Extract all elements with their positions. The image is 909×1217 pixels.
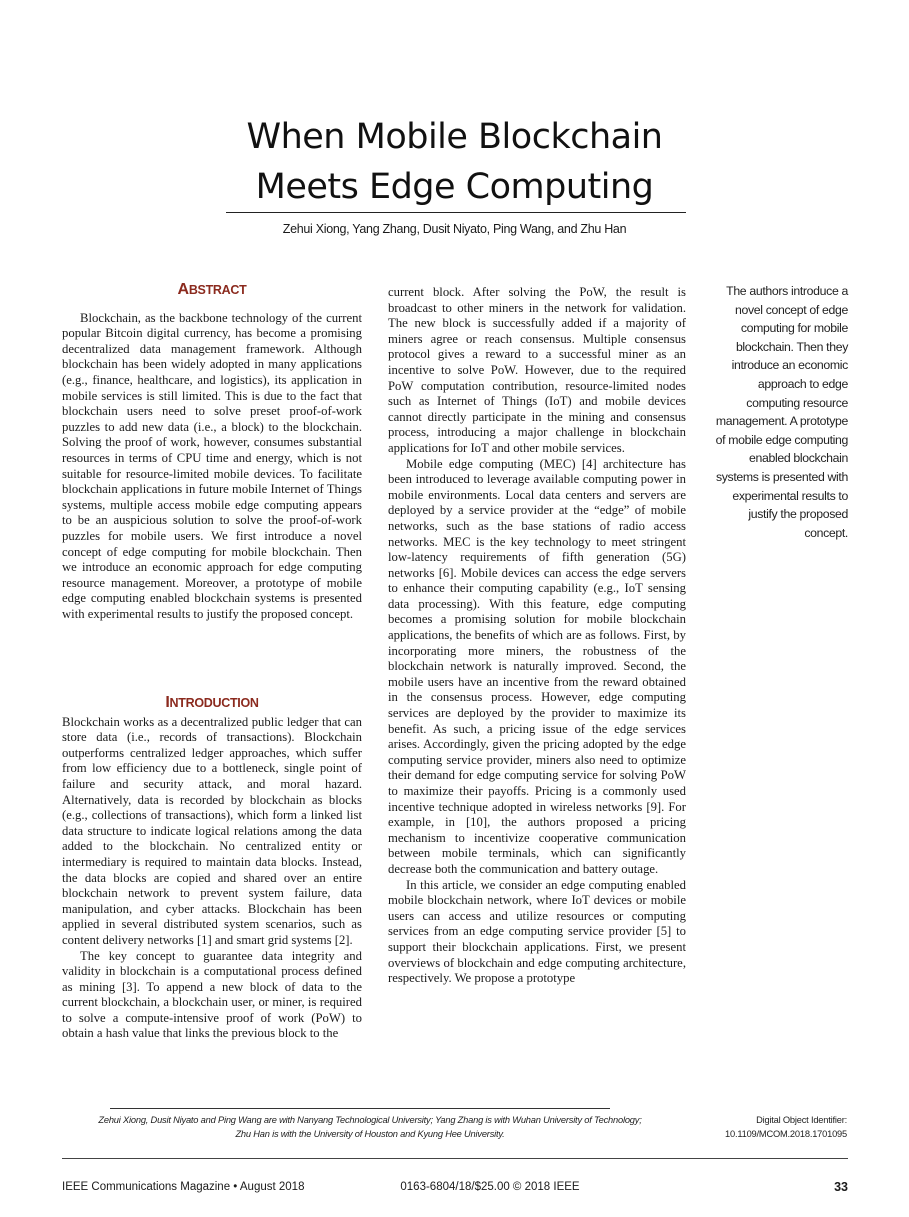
sidebar-pull-quote: The authors introduce a novel concept of edge computing for mobile blockchain. Then they introduce an economic approach to edge computing resource management. A prototype of mobile edge computing enabled blockchain systems is presented with experimental results to justify the proposed concept.	[715, 284, 848, 540]
title-line-1: When Mobile Blockchain	[246, 117, 663, 157]
title-line-2: Meets Edge Computing	[255, 167, 654, 207]
doi-block	[700, 1113, 847, 1141]
intro-paragraph-1: Blockchain works as a decentralized public ledger that can store data (i.e., records of transactions). Blockchain outperforms centralized ledger approaches, which suffer from low efficiency due to a bottleneck, single point of failure and security attack, and moral hazard. Alternatively, data is recorded by blockchain as blocks (e.g., collections of transactions), which form a linked list data structure to indicate logical relations among the data added to the blockchain. No centralized entity or intermediary is required to maintain data blocks. Instead, the data blocks are copied and shared over an entire blockchain network to prevent system failure, data manipulation, and cyber attacks. Blockchain has been applied in several distributed system scenarios, such as content delivery networks [1] and smart grid systems [2].	[62, 714, 362, 947]
introduction-section	[62, 695, 362, 1042]
title-rule	[226, 212, 686, 213]
article-title	[150, 112, 759, 212]
introduction-heading: INTRODUCTION	[165, 694, 259, 711]
abstract-heading: ABSTRACT	[177, 281, 247, 298]
abstract-section	[62, 282, 362, 622]
abstract-text: Blockchain, as the backbone technology of the current popular Bitcoin digital currency, has become a promising decentralized data management framework. Although blockchain has been widely adopted in many applications (e.g., finance, healthcare, and logistics), its application in mobile services is still limited. This is due to the fact that blockchain users need to solve preset proof-of-work puzzles to add new data (i.e., a block) to the blockchain. Solving the proof of work, however, consumes substantial resources in terms of CPU time and energy, which is not suitable for resource-limited mobile devices. To facilitate blockchain applications in future mobile Internet of Things systems, multiple access mobile edge computing appears to be an auspicious solution to solve the proof-of-work puzzles for mobile users. We first introduce a novel concept of edge computing for mobile blockchain. Then we introduce an economic approach for edge computing resource management. Moreover, a prototype of mobile edge computing enabled blockchain systems is presented with experimental results to justify the proposed concept.	[62, 310, 362, 621]
author-affiliations-footnote	[90, 1113, 650, 1141]
doi-label: Digital Object Identifier:	[756, 1115, 847, 1125]
journal-issue: IEEE Communications Magazine • August 2018	[62, 1181, 305, 1193]
footnote-line-2: Zhu Han is with the University of Houston and Kyung Hee University.	[235, 1129, 505, 1139]
middle-column	[388, 285, 686, 987]
intro-paragraph-3: Mobile edge computing (MEC) [4] architecture has been introduced to leverage available computing power in mobile environments. Local data centers and servers are deployed by a service provider at the “edge” of mobile networks, such as the base stations of radio access networks. MEC is the key technology to meet stringent low-latency requirements of fifth generation (5G) networks [6]. Mobile devices can access the edge servers to enhance their computing capability (e.g., IoT sensing data processing). With this feature, edge computing becomes a promising solution for mobile blockchain applications, the benefits of which are as follows. First, by incorporating more miners, the robustness of the blockchain network is naturally improved. Second, the mobile users have an incentive from the reward obtained in the consensus process. However, edge computing services are deployed by the provider to maximize its benefit. As such, a pricing issue of the edge services arises. Accordingly, given the pricing adopted by the edge computing service provider, miners also need to optimize their demand for edge computing service for solving PoW to maximize their payoffs. Pricing is a commonly used incentive technique adopted in wireless networks [9]. For example, in [10], the authors proposed a pricing mechanism to incentivize cooperative communication between mobile terminals, which can significantly decrease both the communication and battery outage.	[388, 456, 686, 876]
doi-value: 10.1109/MCOM.2018.1701095	[725, 1129, 847, 1139]
copyright-line: 0163-6804/18/$25.00 © 2018 IEEE	[400, 1181, 580, 1193]
footnote-line-1: Zehui Xiong, Dusit Niyato and Ping Wang are with Nanyang Technological University; Yang Zhang is with Wuhan University of Technology;	[98, 1115, 642, 1125]
intro-paragraph-4: In this article, we consider an edge computing enabled mobile blockchain network, where IoT devices or mobile users can access and utilize resources or computing services from an edge computing service provider [5] to support their blockchain applications. First, we present overviews of blockchain and edge computing architecture, respectively. We propose a prototype	[388, 877, 686, 986]
page-number: 33	[834, 1180, 848, 1194]
author-list: Zehui Xiong, Yang Zhang, Dusit Niyato, Ping Wang, and Zhu Han	[282, 222, 627, 236]
intro-paragraph-2: The key concept to guarantee data integrity and validity in blockchain is a computational process defined as mining [3]. To append a new block of data to the current blockchain, a blockchain user, or miner, is required to solve a compute-intensive proof of work (PoW) to obtain a hash value that links the previous block to the	[62, 948, 362, 1041]
intro-paragraph-2-continued: current block. After solving the PoW, the result is broadcast to other miners in the network for validation. The new block is successfully added if a majority of miners agree or reach consensus. Multiple consensus protocol gives a reward to a successful miner as an incentive to solve PoW. However, due to the required PoW computation contribution, resource-limited nodes such as Internet of Things (IoT) and mobile devices cannot directly participate in the mining and consensus process, introducing a major challenge in blockchain applications for IoT and other mobile services.	[388, 285, 686, 455]
footer-rule	[62, 1158, 848, 1159]
footnote-rule	[110, 1108, 610, 1109]
